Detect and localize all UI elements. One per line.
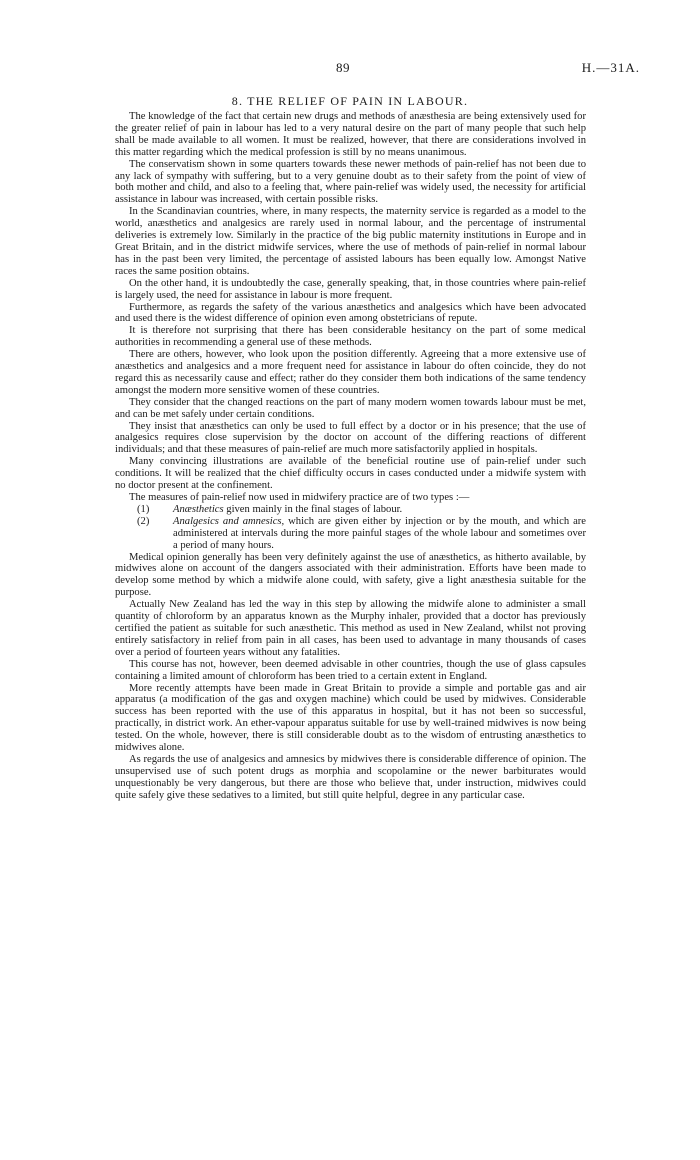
paragraph: The conservatism shown in some quarters towards these newer methods of pain-relief has not been due to any lack of sympathy with suffering, but to a very genuine doubt as to their safety from the point of view of both mother and child, and also to a feeling that, where pain-relief was widely used, the necessity for artificial assistance in labour was increased, with certain possible risks. <box>115 158 586 206</box>
paragraph: In the Scandinavian countries, where, in many respects, the maternity service is regarded as a model to the world, anæsthetics and analgesics are rarely used in normal labour, and the percentage of instrumental deliveries is extremely low. Similarly in the practice of the big public maternity institutions in Europe and in Great Britain, and in the district midwife services, where the use of methods of pain-relief in normal labour has in the past been very limited, the percentage of assisted labours has been equally low. Amongst Native races the same position obtains. <box>115 206 586 277</box>
article-body <box>115 111 586 802</box>
paragraph: The measures of pain-relief now used in midwifery practice are of two types :— <box>129 492 470 503</box>
paragraph: It is therefore not surprising that there has been considerable hesitancy on the part of some medical authorities in recommending a general use of these methods. <box>115 325 586 349</box>
list-item <box>115 504 586 516</box>
list-item-text: which are given either by injection or by the mouth, and which are administered at intervals during the more painful stages of the whole labour and sometimes over a period of many hours. <box>173 515 587 551</box>
paragraph: They insist that anæsthetics can only be used to full effect by a doctor or in his presence; that the use of analgesics requires close supervision by the doctor on account of the differing reactions of different individuals; and that these measures of pain-relief are much more satisfactorily applied in hospitals. <box>115 420 586 456</box>
paragraph: They consider that the changed reactions on the part of many modern women towards labour must be met, and can be met safely under certain conditions. <box>115 396 586 420</box>
paragraph: Medical opinion generally has been very definitely against the use of anæsthetics, as hitherto available, by midwives alone on account of the dangers associated with their administration. Efforts have been made to develop some method by which a midwife alone could, with safety, give a light anæsthesia suitable for the purpose. <box>115 551 586 599</box>
paragraph: More recently attempts have been made in Great Britain to provide a simple and portable gas and air apparatus (a modification of the gas and oxygen machine) which could be used by midwives. Considerable success has been reported with the use of this apparatus in hospital, but it has not been so successful, practically, in district work. An ether-vapour apparatus suitable for use by well-trained midwives is now being tested. On the whole, however, there is still considerable doubt as to the wisdom of entrusting anæsthetics to midwives alone. <box>115 682 586 754</box>
document-reference: H.—31A. <box>581 60 640 75</box>
section-title: 8. THE RELIEF OF PAIN IN LABOUR. <box>231 94 469 108</box>
page-number: 89 <box>336 60 350 75</box>
paragraph: Actually New Zealand has led the way in this step by allowing the midwife alone to administer a small quantity of chloroform by an apparatus known as the Murphy inhaler, provided that a doctor has previously certified the patient as suitable for such anæsthetic. This method as used in New Zealand, whilst not proving entirely satisfactory in relief from pain in all cases, has been used to advantage in many thousands of cases over a period of fourteen years without any fatalities. <box>115 599 586 658</box>
list-item-number: (1) <box>137 503 150 515</box>
paragraph: Furthermore, as regards the safety of the various anæsthetics and analgesics which have been advocated and used there is the widest difference of opinion even among obstetricians of repute. <box>115 301 586 325</box>
paragraph: As regards the use of analgesics and amnesics by midwives there is considerable difference of opinion. The unsupervised use of such potent drugs as morphia and scopolamine or the newer barbiturates would unquestionably be very dangerous, but there are those who believe that, under instruction, midwives could quite safely give these sedatives to a limited, but still quite helpful, degree in any particular case. <box>115 753 586 801</box>
paragraph: This course has not, however, been deemed advisable in other countries, though the use of glass capsules containing a limited amount of chloroform has been tried to a certain extent in England. <box>115 658 586 682</box>
list-item <box>115 516 586 552</box>
paragraph: Many convincing illustrations are available of the beneficial routine use of pain-relief under such conditions. It will be realized that the chief difficulty occurs in cases conducted under a midwife system with no doctor present at the confinement. <box>115 456 586 492</box>
list-item-term: Analgesics and amnesics, <box>173 515 285 527</box>
paragraph: On the other hand, it is undoubtedly the case, generally speaking, that, in those countries where pain-relief is largely used, the need for assistance in labour is more frequent. <box>115 277 586 301</box>
list-item-number: (2) <box>137 515 150 527</box>
list-item-term: Anæsthetics <box>173 503 224 515</box>
paragraph: There are others, however, who look upon the position differently. Agreeing that a more extensive use of anæsthetics and analgesics and a more frequent need for assistance in labour do often coincide, they do not regard this as necessarily cause and effect; rather do they consider them both indications of the same tendency amongst the modern more sensitive women of these countries. <box>115 349 586 396</box>
paragraph: The knowledge of the fact that certain new drugs and methods of anæsthesia are being extensively used for the greater relief of pain in labour has led to a very natural desire on the part of many people that such help shall be made available to all women. It must be realized, however, that there are considerations involved in this matter regarding which the medical profession is still by no means unanimous. <box>115 111 586 158</box>
pain-relief-types-list <box>115 504 586 552</box>
list-item-text: given mainly in the final stages of labour. <box>223 503 403 515</box>
